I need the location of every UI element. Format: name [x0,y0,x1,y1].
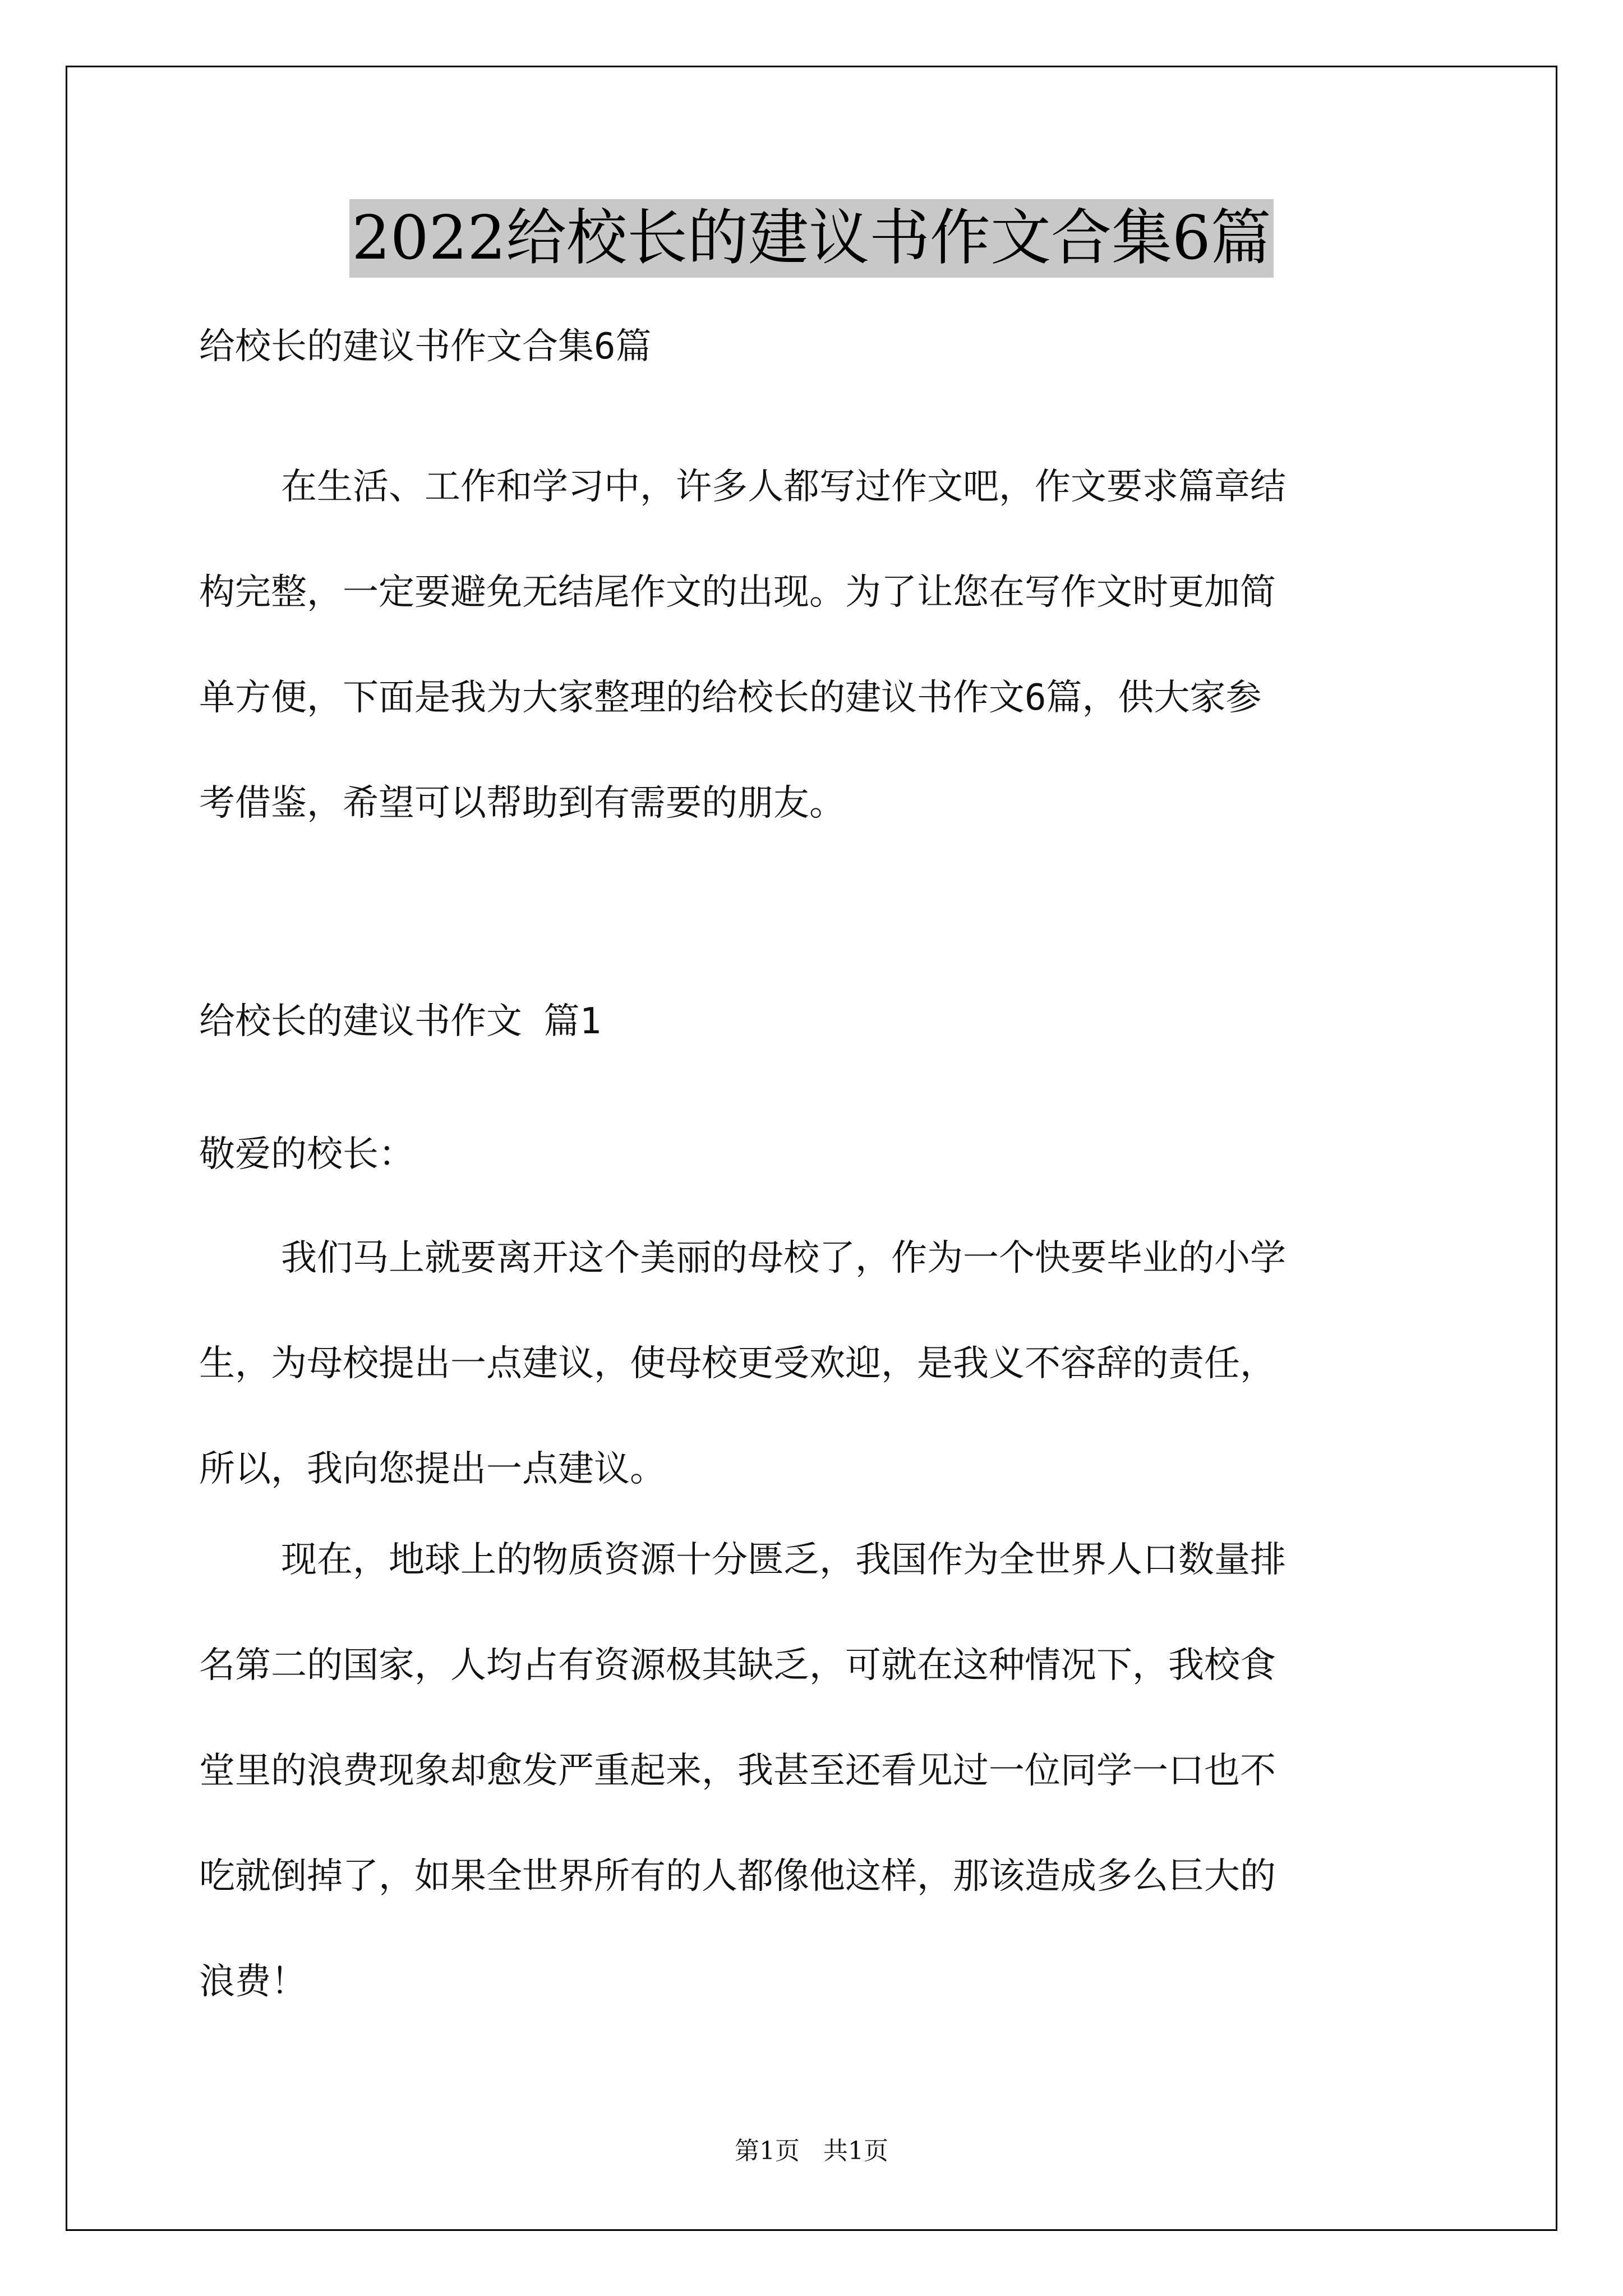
intro-line: 考借鉴，希望可以帮助到有需要的朋友。 [199,783,845,824]
section-heading: 给校长的建议书作文 篇1 [199,1001,602,1042]
body-paragraph-2 [199,1533,1433,2060]
salutation: 敬爱的校长： [199,1134,414,1175]
paragraph-line: 所以，我向您提出一点建议。 [199,1448,666,1490]
paragraph-line: 我们马上就要离开这个美丽的母校了，作为一个快要毕业的小学 [281,1237,1286,1279]
paragraph-line: 名第二的国家，人均占有资源极其缺乏，可就在这种情况下，我校食 [199,1645,1276,1686]
intro-line: 在生活、工作和学习中，许多人都写过作文吧，作文要求篇章结 [281,466,1286,508]
intro-line: 构完整，一定要避免无结尾作文的出现。为了让您在写作文时更加简 [199,572,1276,613]
intro-paragraph [199,460,1433,882]
paragraph-line: 浪费！ [199,1961,307,2003]
intro-line: 单方便，下面是我为大家整理的给校长的建议书作文6篇，供大家参 [199,677,1262,719]
paragraph-line: 吃就倒掉了，如果全世界所有的人都像他这样，那该造成多么巨大的 [199,1856,1276,1897]
title-container [0,199,1623,278]
paragraph-line: 生，为母校提出一点建议，使母校更受欢迎，是我义不容辞的责任， [199,1343,1276,1384]
paragraph-line: 现在，地球上的物质资源十分匮乏，我国作为全世界人口数量排 [281,1539,1286,1581]
document-subtitle: 给校长的建议书作文合集6篇 [199,326,652,367]
document-title: 2022给校长的建议书作文合集6篇 [349,199,1274,278]
page-footer: 第1页 共1页 [735,2137,888,2165]
body-paragraph-1 [199,1231,1433,1548]
paragraph-line: 堂里的浪费现象却愈发严重起来，我甚至还看见过一位同学一口也不 [199,1750,1276,1792]
